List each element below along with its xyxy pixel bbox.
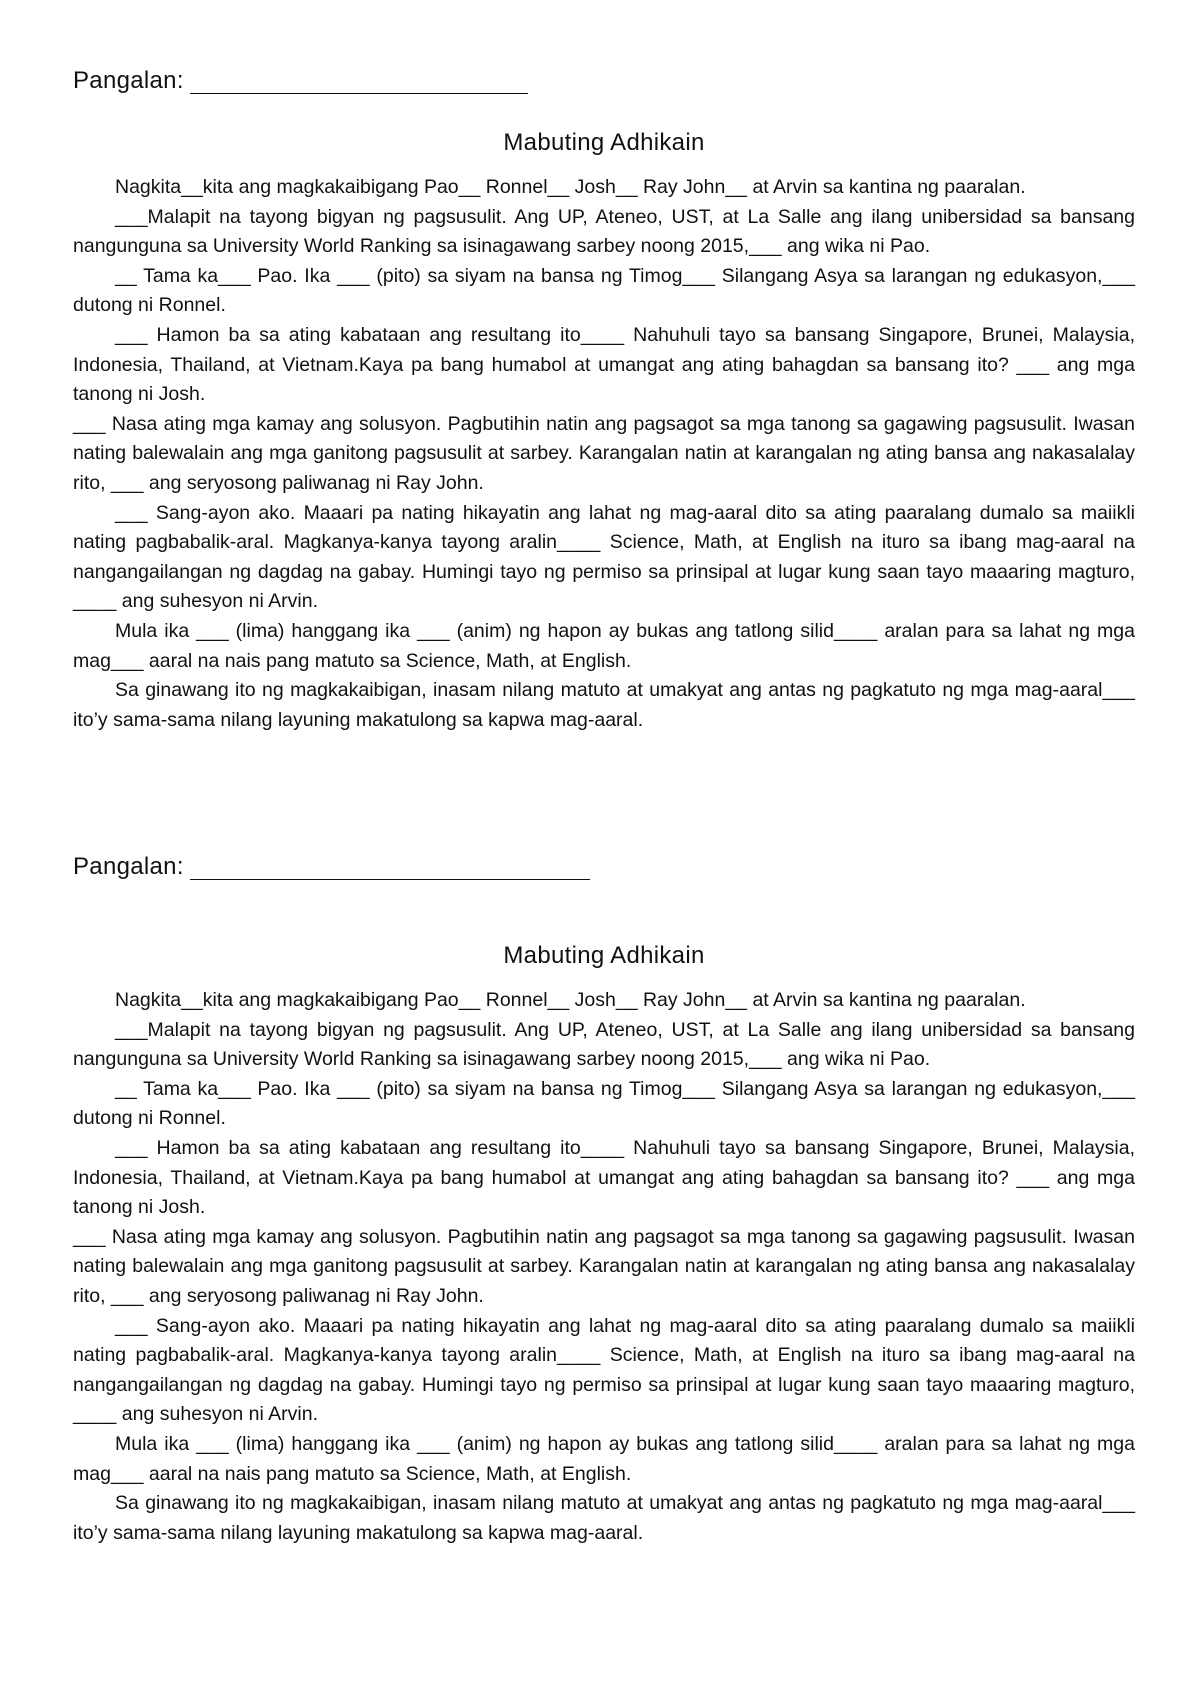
paragraph: ___ Nasa ating mga kamay ang solusyon. Pagbutihin natin ang pagsagot sa mga tanong sa gagawing pagsusulit. Iwasan nating balewalain ang mga ganitong pagsusulit at sarbey. Karangalan natin at karangalan ng ating bansa ang nakasalalay rito, ___ ang seryosong paliwanag ni Ray John. (73, 1225, 1135, 1307)
name-label: Pangalan: (73, 67, 184, 94)
name-blank-line[interactable] (190, 69, 528, 94)
worksheet-body (73, 986, 1135, 1548)
paragraph: Mula ika ___ (lima) hanggang ika ___ (anim) ng hapon ay bukas ang tatlong silid____ aralan para sa lahat ng mga mag___ aaral na nais pang matuto sa Science, Math, at English. (73, 1432, 1135, 1485)
paragraph: __ Tama ka___ Pao. Ika ___ (pito) sa siyam na bansa ng Timog___ Silangang Asya sa larangan ng edukasyon,___ dutong ni Ronnel. (73, 1077, 1135, 1130)
paragraph: ___Malapit na tayong bigyan ng pagsusulit. Ang UP, Ateneo, UST, at La Salle ang ilang unibersidad sa bansang nangunguna sa University World Ranking sa isinagawang sarbey noong 2015,___ ang wika ni Pao. (73, 205, 1135, 258)
paragraph: Sa ginawang ito ng magkakaibigan, inasam nilang matuto at umakyat ang antas ng pagkatuto ng mga mag-aaral___ ito’y sama-sama nilang layuning makatulong sa kapwa mag-aaral. (73, 1492, 1135, 1544)
paragraph: Nagkita__kita ang magkakaibigang Pao__ Ronnel__ Josh__ Ray John__ at Arvin sa kantina ng paaralan. (115, 989, 1026, 1011)
paragraph: ___ Sang-ayon ako. Maaari pa nating hikayatin ang lahat ng mag-aaral dito sa ating paaralang dumalo sa maiikli nating pagbabalik-aral. Magkanya-kanya tayong aralin____ Science, Math, at English na ituro sa ibang mag-aaral na nangangailangan ng dagdag na gabay. Humingi tayo ng permiso sa prinsipal at lugar kung saan tayo maaaring magturo, ____ ang suhesyon ni Arvin. (73, 501, 1135, 613)
worksheet-1 (73, 64, 1135, 735)
paragraph: Nagkita__kita ang magkakaibigang Pao__ Ronnel__ Josh__ Ray John__ at Arvin sa kantina ng paaralan. (115, 176, 1026, 198)
name-line (73, 850, 1135, 884)
name-line (73, 64, 1135, 98)
paragraph: __ Tama ka___ Pao. Ika ___ (pito) sa siyam na bansa ng Timog___ Silangang Asya sa larangan ng edukasyon,___ dutong ni Ronnel. (73, 264, 1135, 317)
worksheet-body (73, 173, 1135, 735)
paragraph: ___ Hamon ba sa ating kabataan ang resultang ito____ Nahuhuli tayo sa bansang Singapore, Brunei, Malaysia, Indonesia, Thailand, at Vietnam.Kaya pa bang humabol at umangat ang ating bahagdan sa bansang ito? ___ ang mga tanong ni Josh. (73, 1136, 1135, 1219)
worksheet-2 (73, 850, 1135, 1548)
paragraph: ___Malapit na tayong bigyan ng pagsusulit. Ang UP, Ateneo, UST, at La Salle ang ilang unibersidad sa bansang nangunguna sa University World Ranking sa isinagawang sarbey noong 2015,___ ang wika ni Pao. (73, 1018, 1135, 1071)
worksheet-title: Mabuting Adhikain (503, 129, 705, 156)
paragraph: Mula ika ___ (lima) hanggang ika ___ (anim) ng hapon ay bukas ang tatlong silid____ aralan para sa lahat ng mga mag___ aaral na nais pang matuto sa Science, Math, at English. (73, 619, 1135, 672)
paragraph: ___ Hamon ba sa ating kabataan ang resultang ito____ Nahuhuli tayo sa bansang Singapore, Brunei, Malaysia, Indonesia, Thailand, at Vietnam.Kaya pa bang humabol at umangat ang ating bahagdan sa bansang ito? ___ ang mga tanong ni Josh. (73, 323, 1135, 406)
worksheet-title: Mabuting Adhikain (503, 942, 705, 969)
paragraph: ___ Sang-ayon ako. Maaari pa nating hikayatin ang lahat ng mag-aaral dito sa ating paaralang dumalo sa maiikli nating pagbabalik-aral. Magkanya-kanya tayong aralin____ Science, Math, at English na ituro sa ibang mag-aaral na nangangailangan ng dagdag na gabay. Humingi tayo ng permiso sa prinsipal at lugar kung saan tayo maaaring magturo, ____ ang suhesyon ni Arvin. (73, 1314, 1135, 1426)
name-label: Pangalan: (73, 853, 184, 880)
paragraph: Sa ginawang ito ng magkakaibigan, inasam nilang matuto at umakyat ang antas ng pagkatuto ng mga mag-aaral___ ito’y sama-sama nilang layuning makatulong sa kapwa mag-aaral. (73, 679, 1135, 731)
name-blank-line[interactable] (190, 855, 590, 880)
paragraph: ___ Nasa ating mga kamay ang solusyon. Pagbutihin natin ang pagsagot sa mga tanong sa gagawing pagsusulit. Iwasan nating balewalain ang mga ganitong pagsusulit at sarbey. Karangalan natin at karangalan ng ating bansa ang nakasalalay rito, ___ ang seryosong paliwanag ni Ray John. (73, 412, 1135, 494)
